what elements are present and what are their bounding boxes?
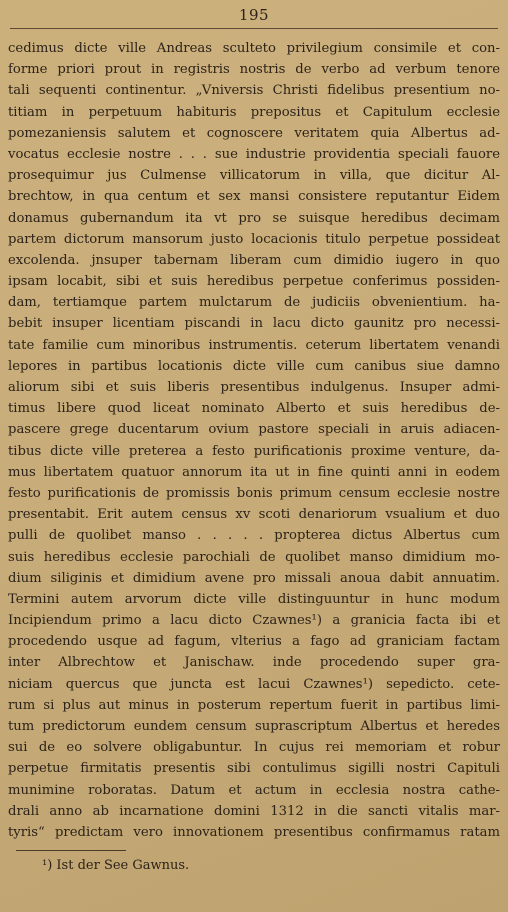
text-line: pulli de quolibet manso . . . . . propterea dictus Albertus cum	[8, 528, 500, 544]
text-line: Termini autem arvorum dicte ville distinguuntur in hunc modum	[8, 591, 500, 607]
footnote: ¹) Ist der See Gawnus.	[42, 858, 190, 873]
text-line: timus libere quod liceat nominato Alberto et suis heredibus de-	[8, 401, 500, 417]
text-line: dium siliginis et dimidium avene pro missali anoua dabit annuatim.	[8, 570, 500, 586]
text-line: pomezaniensis salutem et cognoscere veritatem quia Albertus ad-	[8, 125, 500, 141]
page-number: 195	[238, 6, 270, 24]
text-line: bebit insuper licentiam piscandi in lacu dicto gaunitz pro necessi-	[8, 316, 500, 332]
text-line: titiam in perpetuum habituris prepositus et Capitulum ecclesie	[8, 104, 500, 120]
text-line: cedimus dicte ville Andreas sculteto privilegium consimile et con-	[8, 41, 500, 56]
text-line: prosequimur jus Culmense villicatorum in villa, que dicitur Al-	[8, 168, 500, 184]
text-line: munimine roboratas. Datum et actum in ecclesia nostra cathe-	[8, 782, 500, 798]
text-line: brechtow, in qua centum et sex mansi consistere reputantur Eidem	[8, 189, 500, 205]
text-line: tali sequenti continentur. „Vniversis Christi fidelibus presentium no-	[8, 83, 500, 99]
text-line: presentabit. Erit autem census xv scoti denariorum vsualium et duo	[8, 507, 500, 523]
text-line: inter Albrechtow et Janischaw. inde procedendo super gra-	[8, 655, 500, 671]
text-line: dam, tertiamque partem mulctarum de judiciis obvenientium. ha-	[8, 295, 500, 311]
body-text	[8, 38, 500, 843]
text-line: excolenda. jnsuper tabernam liberam cum dimidio iugero in quo	[8, 252, 500, 268]
text-line: perpetue firmitatis presentis sibi contulimus sigilli nostri Capituli	[8, 761, 500, 777]
text-line: sui de eo solvere obligabuntur. In cujus rei memoriam et robur	[8, 740, 500, 756]
text-line: partem dictorum mansorum justo locacionis titulo perpetue possideat	[8, 231, 500, 247]
text-line: ipsam locabit, sibi et suis heredibus perpetue conferimus possiden-	[8, 274, 500, 290]
text-line: tyris“ predictam vero innovationem presentibus confirmamus ratam	[8, 824, 500, 840]
text-line: aliorum sibi et suis liberis presentibus indulgenus. Insuper admi-	[8, 380, 500, 395]
footnote-rule	[16, 850, 126, 851]
text-line: niciam quercus que juncta est lacui Czawnes¹) sepedicto. cete-	[8, 676, 500, 692]
text-line: procedendo usque ad fagum, vlterius a fago ad graniciam factam	[8, 634, 500, 650]
text-line: tum predictorum eundem censum suprascriptum Albertus et heredes	[8, 719, 500, 734]
text-line: tibus dicte ville preterea a festo purificationis proxime venture, da-	[8, 443, 500, 459]
header-rule	[10, 28, 498, 29]
text-line: tate familie cum minoribus instrumentis. ceterum libertatem venandi	[8, 337, 500, 353]
text-line: suis heredibus ecclesie parochiali de quolibet manso dimidium mo-	[8, 549, 500, 565]
text-line: drali anno ab incarnatione domini 1312 in die sancti vitalis mar-	[8, 803, 500, 819]
text-line: rum si plus aut minus in posterum repertum fuerit in partibus limi-	[8, 697, 500, 713]
text-line: Incipiendum primo a lacu dicto Czawnes¹) a granicia facta ibi et	[8, 613, 500, 629]
text-line: donamus gubernandum ita vt pro se suisque heredibus decimam	[8, 210, 500, 226]
text-line: vocatus ecclesie nostre . . . sue industrie providentia speciali fauore	[8, 146, 500, 162]
text-line: lepores in partibus locationis dicte ville cum canibus siue damno	[8, 358, 500, 374]
text-line: festo purificationis de promissis bonis primum censum ecclesie nostre	[8, 485, 500, 501]
text-line: pascere grege ducentarum ovium pastore speciali in aruis adiacen-	[8, 422, 500, 438]
text-line: forme priori prout in registris nostris de verbo ad verbum tenore	[8, 62, 500, 78]
text-line: mus libertatem quatuor annorum ita ut in fine quinti anni in eodem	[8, 464, 500, 480]
